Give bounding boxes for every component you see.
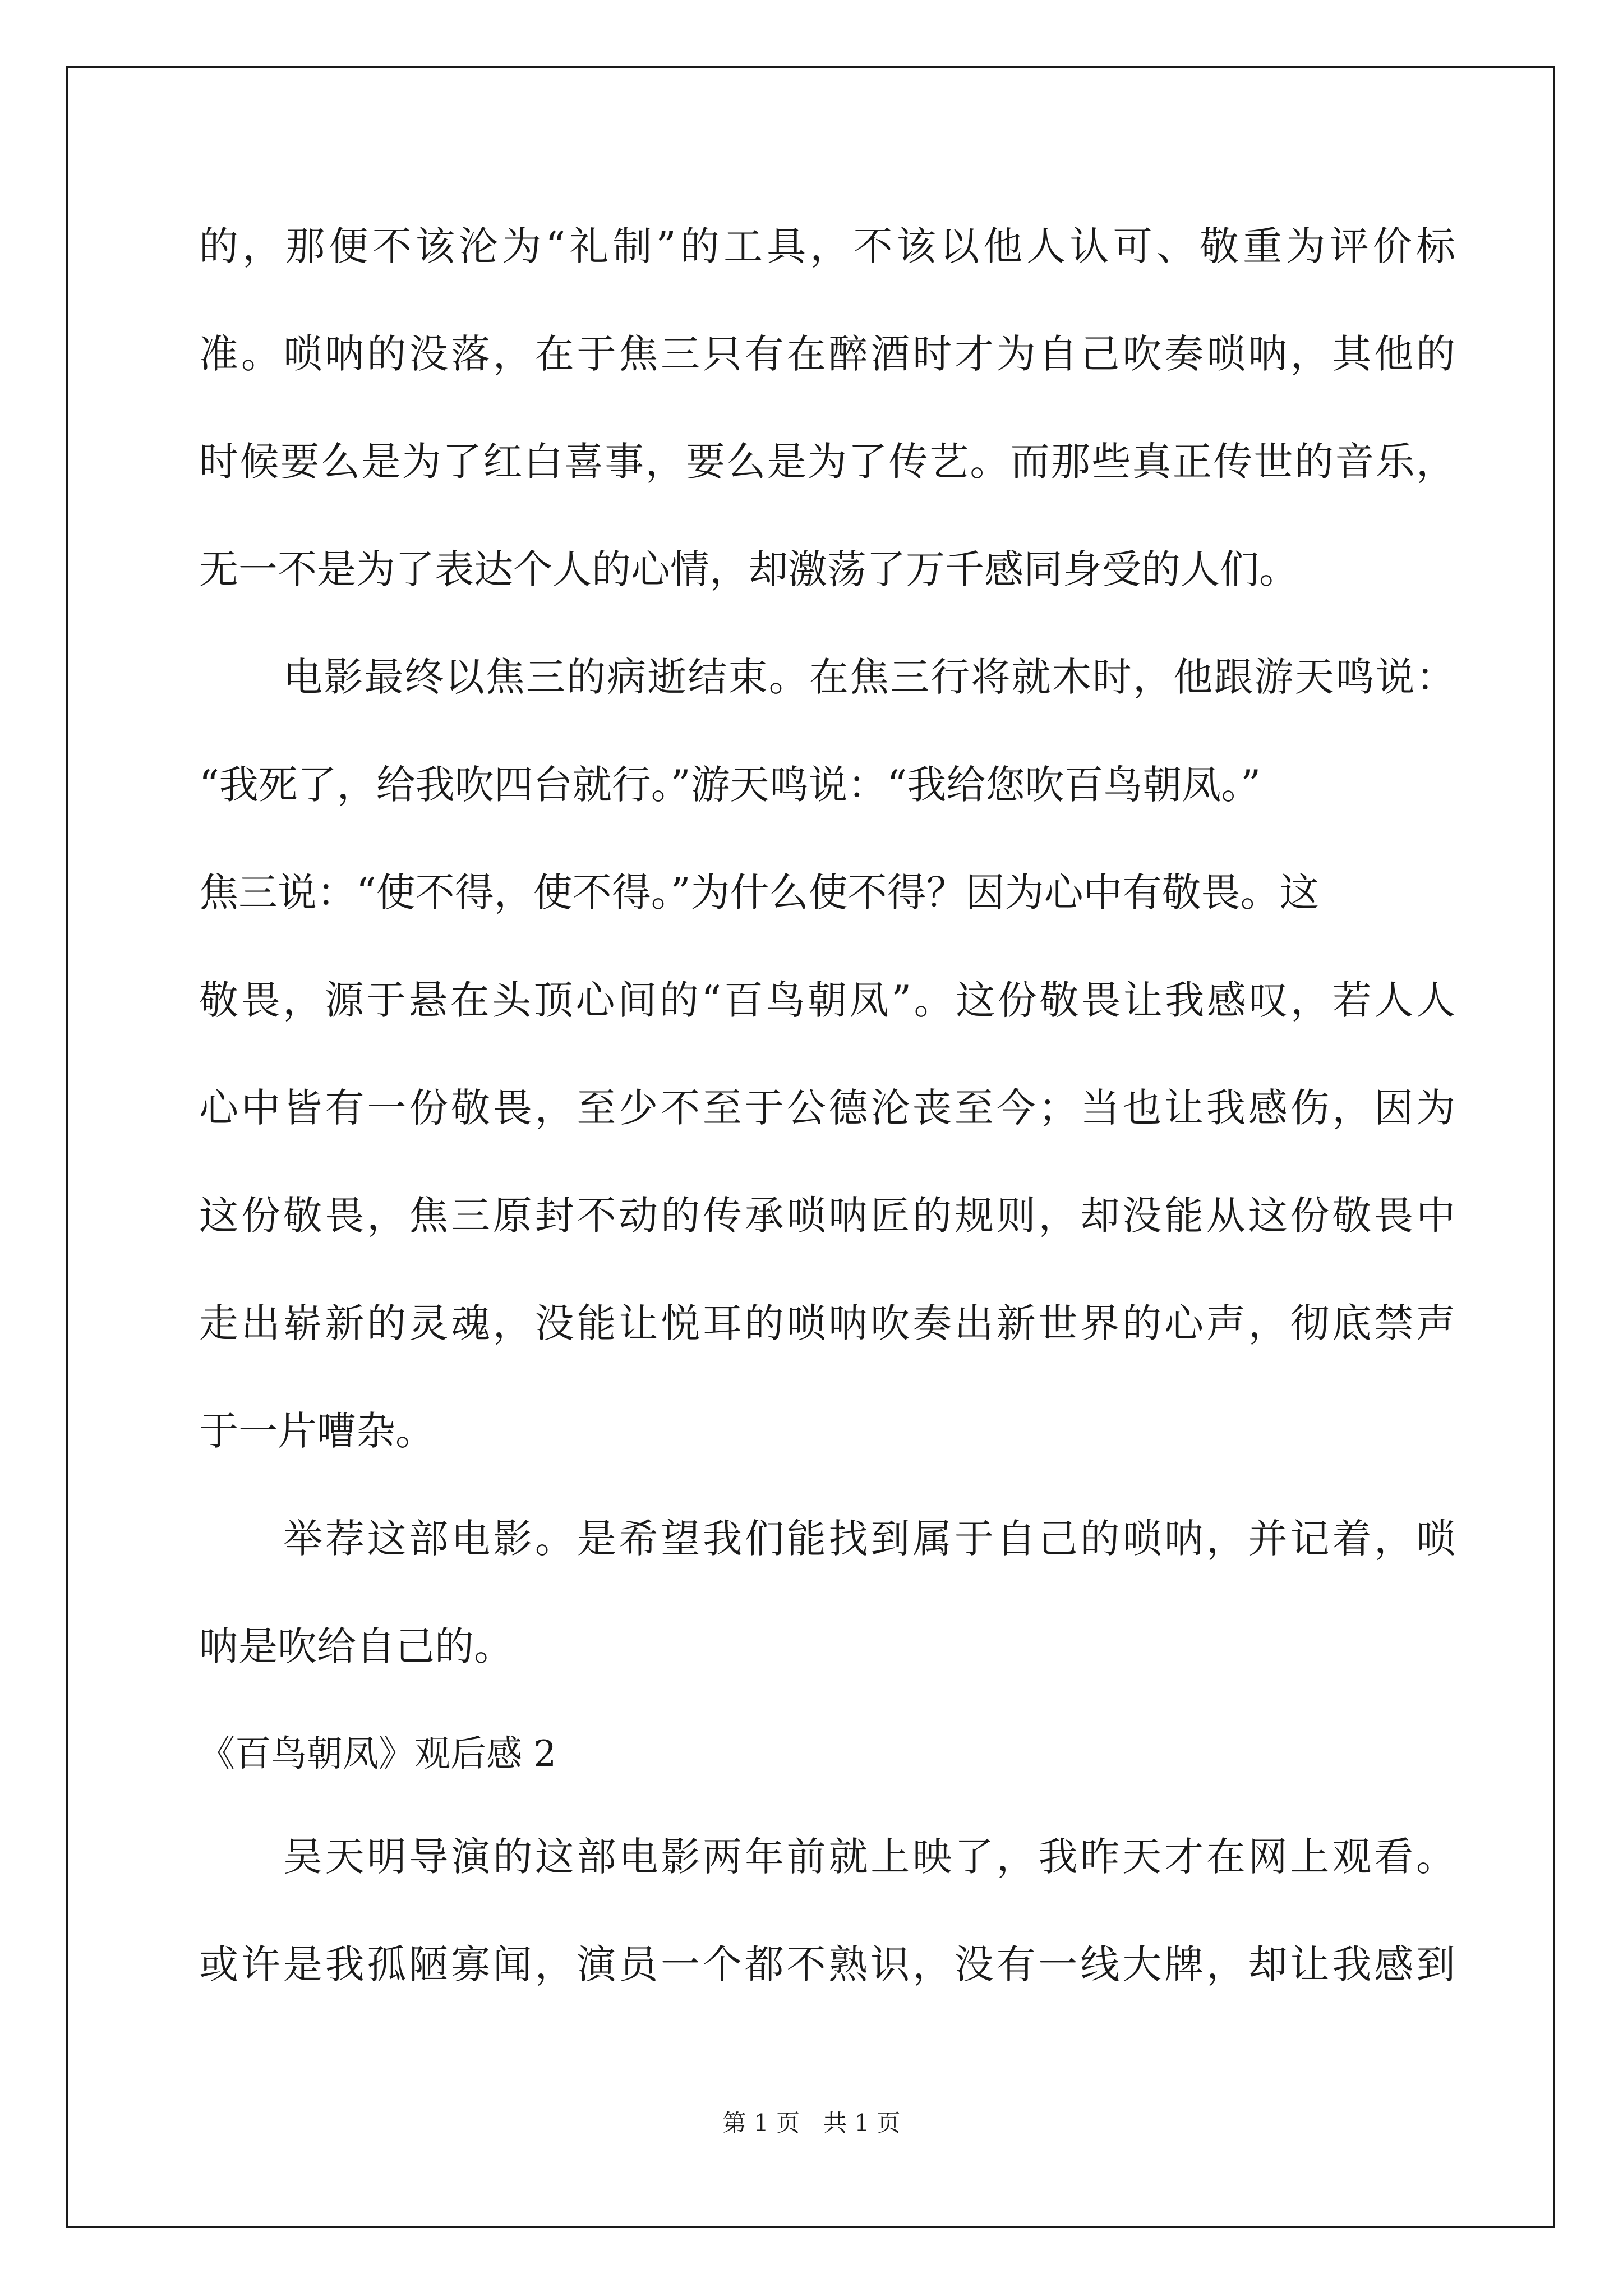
text-line: 时候要么是为了红白喜事，要么是为了传艺。而那些真正传世的音乐， bbox=[199, 439, 1455, 485]
paragraph-first-line: 电影最终以焦三的病逝结束。在焦三行将就木时，他跟游天鸣说： bbox=[283, 654, 1455, 700]
text-line: 准。唢呐的没落，在于焦三只有在醉酒时才为自己吹奏唢呐，其他的 bbox=[199, 331, 1455, 377]
document-body bbox=[199, 216, 1455, 2042]
text-line: 这份敬畏，焦三原封不动的传承唢呐匠的规则，却没能从这份敬畏中 bbox=[199, 1193, 1455, 1239]
text-line: 敬畏，源于悬在头顶心间的“百鸟朝凤”。这份敬畏让我感叹，若人人 bbox=[199, 977, 1455, 1023]
text-line: 无一不是为了表达个人的心情，却激荡了万千感同身受的人们。 bbox=[199, 546, 1298, 592]
paragraph-first-line: 吴天明导演的这部电影两年前就上映了，我昨天才在网上观看。 bbox=[283, 1834, 1455, 1880]
text-line: “我死了，给我吹四台就行。”游天鸣说：“我给您吹百鸟朝凤。” bbox=[199, 762, 1261, 808]
text-line: 于一片嘈杂。 bbox=[199, 1408, 435, 1454]
paragraph-first-line: 举荐这部电影。是希望我们能找到属于自己的唢呐，并记着，唢 bbox=[283, 1516, 1455, 1562]
text-line: 心中皆有一份敬畏，至少不至于公德沦丧至今；当也让我感伤，因为 bbox=[199, 1085, 1455, 1131]
section-heading: 《百鸟朝凤》观后感 2 bbox=[199, 1733, 557, 1775]
page-number: 第 1 页 共 1 页 bbox=[722, 2109, 901, 2137]
text-line: 呐是吹给自己的。 bbox=[199, 1623, 513, 1669]
text-line: 或许是我孤陋寡闻，演员一个都不熟识，没有一线大牌，却让我感到 bbox=[199, 1941, 1455, 1987]
text-line: 的，那便不该沦为“礼制”的工具，不该以他人认可、敬重为评价标 bbox=[199, 223, 1455, 269]
text-line: 走出崭新的灵魂，没能让悦耳的唢呐吹奏出新世界的心声，彻底禁声 bbox=[199, 1300, 1455, 1346]
text-line: 焦三说：“使不得，使不得。”为什么使不得？因为心中有敬畏。这 bbox=[199, 869, 1319, 915]
